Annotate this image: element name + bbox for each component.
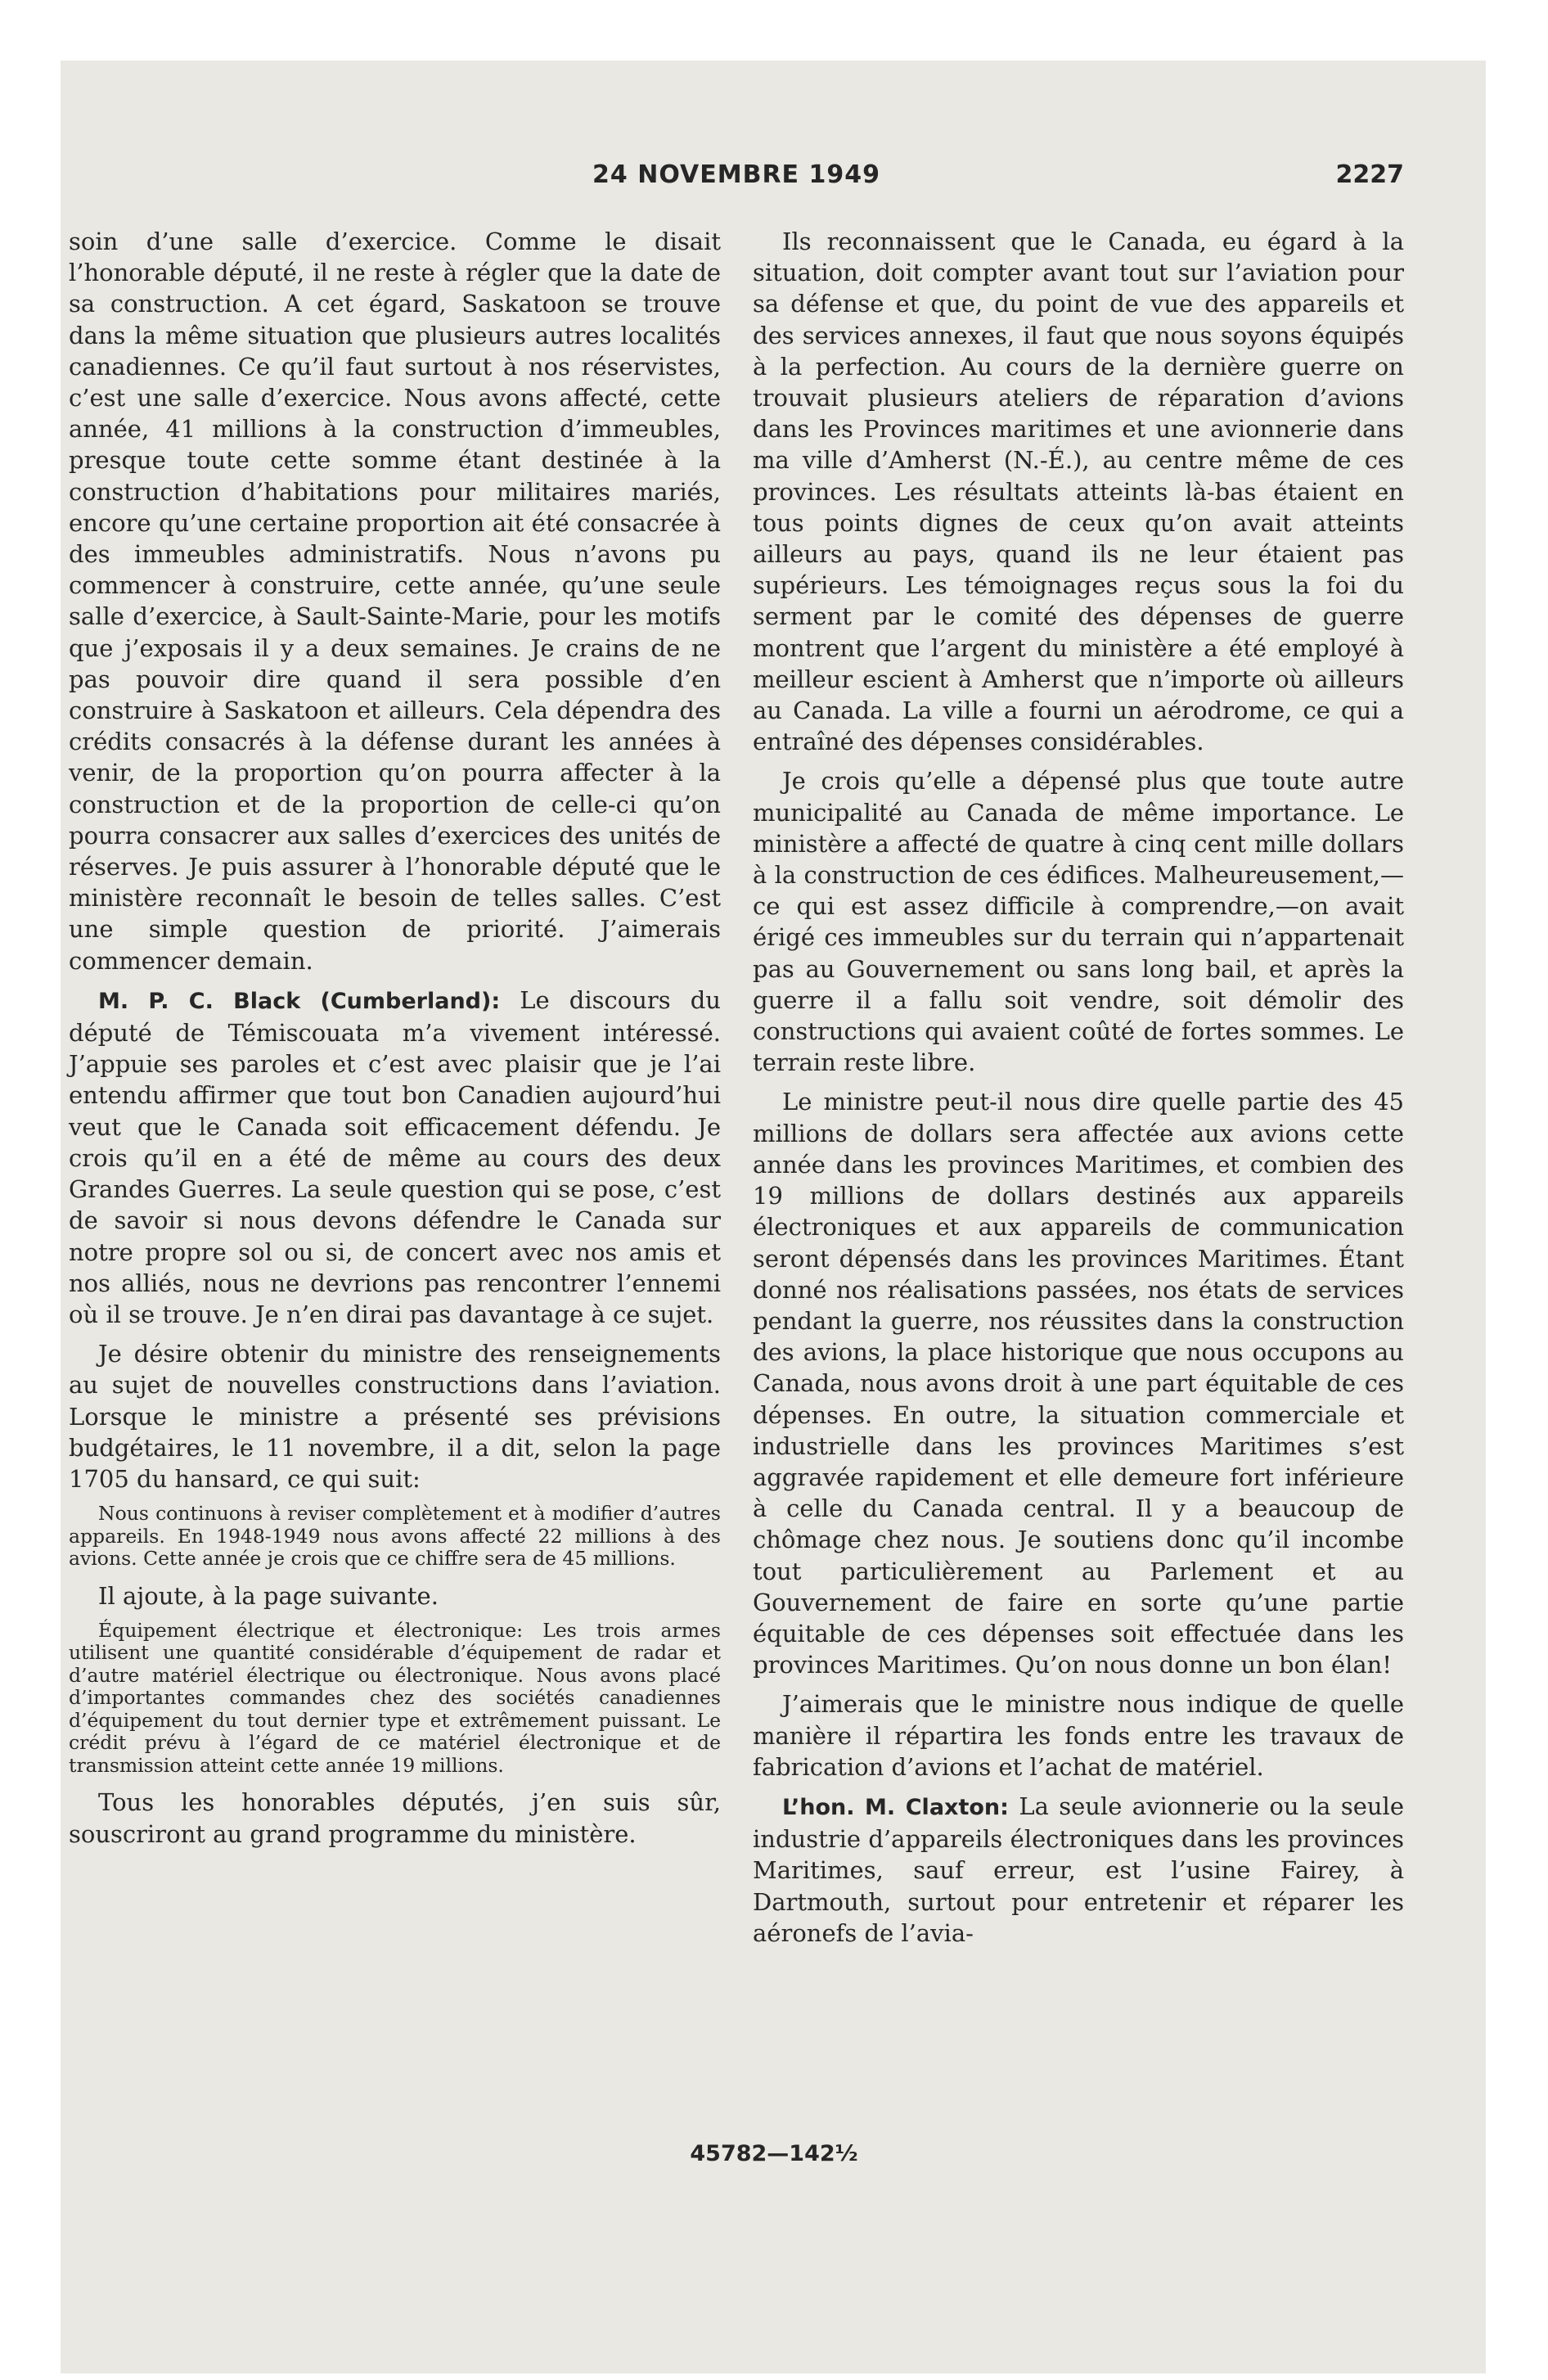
- right-column: [753, 226, 1404, 1957]
- page-header: [69, 160, 1404, 200]
- paragraph: soin d’une salle d’exercice. Comme le disait l’honorable député, il ne reste à régler que la date de sa construction. A cet égard, Saskatoon se trouve dans la même situation que plusieurs autres localités canadiennes. Ce qu’il faut surtout à nos réservistes, c’est une salle d’exercice. Nous avons affecté, cette année, 41 millions à la construction d’immeubles, presque toute cette somme étant destinée à la construction d’habitations pour militaires mariés, encore qu’une certaine proportion ait été consacrée à des immeubles administratifs. Nous n’avons pu commencer à construire, cette année, qu’une seule salle d’exercice, à Sault-Sainte-Marie, pour les motifs que j’exposais il y a deux semaines. Je crains de ne pas pouvoir dire quand il sera possible d’en construire à Saskatoon et ailleurs. Cela dépendra des crédits consacrés à la défense durant les années à venir, de la proportion qu’on pourra affecter à la construction et de la proportion de celle-ci qu’on pourra consacrer aux salles d’exercices des unités de réserves. Je puis assurer à l’honorable député que le ministère reconnaît le besoin de telles salles. C’est une simple question de priorité. J’aimerais commencer demain.: [69, 228, 721, 975]
- page-number: 2227: [1335, 160, 1404, 189]
- header-date: 24 NOVEMBRE 1949: [592, 160, 880, 189]
- paragraph: Le ministre peut-il nous dire quelle partie des 45 millions de dollars sera affectée aux avions cette année dans les provinces Maritimes, et combien des 19 millions de dollars destinés aux appareils électroniques et aux appareils de communication seront dépensés dans les provinces Maritimes. Étant donné nos réalisations passées, nos états de services pendant la guerre, nos réussites dans la construction des avions, la place historique que nous occupons au Canada, nous avons droit à une part équitable de ces dépenses. En outre, la situation commerciale et industrielle dans les provinces Maritimes s’est aggravée rapidement et elle demeure fort inférieure à celle du Canada central. Il y a beaucoup de chômage chez nous. Je soutiens donc qu’il incombe tout particulièrement au Parlement et au Gouvernement de faire en sorte qu’une partie équitable de ces dépenses soit effectuée dans les provinces Maritimes. Qu’on nous donne un bon élan!: [753, 1088, 1404, 1679]
- paragraph: [753, 1791, 1404, 1949]
- speech-text: La seule avionnerie ou la seule industrie d’appareils électroniques dans les provinces Maritimes, sauf erreur, est l’usine Fairey, à Dartmouth, surtout pour entretenir et réparer les aéronefs de l’avia-: [753, 1792, 1404, 1947]
- block-quote: Équipement électrique et électronique: Les trois armes utilisent une quantité considérable d’équipement de radar et d’autre matériel électrique ou électronique. Nous avons placé d’importantes commandes chez des sociétés canadiennes d’équipement du tout dernier type et extrêmement puissant. Le crédit prévu à l’égard de ce matériel électronique et de transmission atteint cette année 19 millions.: [69, 1618, 721, 1777]
- paragraph: Je désire obtenir du ministre des renseignements au sujet de nouvelles constructions dans l’aviation. Lorsque le ministre a présenté ses prévisions budgétaires, le 11 novembre, il a dit, selon la page 1705 du hansard, ce qui suit:: [69, 1340, 721, 1493]
- paragraph: Tous les honorables députés, j’en suis sûr, souscriront au grand programme du ministère.: [69, 1788, 721, 1848]
- paragraph: J’aimerais que le ministre nous indique de quelle manière il répartira les fonds entre les travaux de fabrication d’avions et l’achat de matériel.: [753, 1690, 1404, 1781]
- speaker-name: M. P. C. Black (Cumberland):: [98, 988, 501, 1014]
- left-column: [69, 226, 721, 1858]
- printer-signature: 45782—142½: [690, 2141, 858, 2166]
- paragraph: Je crois qu’elle a dépensé plus que toute autre municipalité au Canada de même importance. Le ministère a affecté de quatre à cinq cent mille dollars à la construction de ces édifices. Malheureusement,—ce qui est assez difficile à comprendre,—on avait érigé ces immeubles sur du terrain qui n’appartenait pas au Gouvernement ou sans long bail, et après la guerre il a fallu soit vendre, soit démolir des constructions qui avaient coûté de fortes sommes. Le terrain reste libre.: [753, 767, 1404, 1077]
- block-quote: Nous continuons à reviser complètement et à modifier d’autres appareils. En 1948-1949 nous avons affecté 22 millions à des avions. Cette année je crois que ce chiffre sera de 45 millions.: [69, 1502, 721, 1571]
- speaker-name: L’hon. M. Claxton:: [782, 1794, 1009, 1820]
- speech-text: Le discours du député de Témiscouata m’a vivement intéressé. J’appuie ses paroles et c’est avec plaisir que je l’ai entendu affirmer que tout bon Canadien aujourd’hui veut que le Canada soit efficacement défendu. Je crois qu’il en a été de même au cours des deux Grandes Guerres. La seule question qui se pose, c’est de savoir si nous devons défendre le Canada sur notre propre sol ou si, de concert avec nos amis et nos alliés, nous ne devrions pas rencontrer l’ennemi où il se trouve. Je n’en dirai pas davantage à ce sujet.: [69, 985, 721, 1328]
- paragraph: Ils reconnaissent que le Canada, eu égard à la situation, doit compter avant tout sur l’aviation pour sa défense et que, du point de vue des appareils et des services annexes, il faut que nous soyons équipés à la perfection. Au cours de la dernière guerre on trouvait plusieurs ateliers de réparation d’avions dans les Provinces maritimes et une avionnerie dans ma ville d’Amherst (N.-É.), au centre même de ces provinces. Les résultats atteints là-bas étaient en tous points dignes de ceux qu’on avait atteints ailleurs au pays, quand ils ne leur étaient pas supérieurs. Les témoignages reçus sous la foi du serment par le comité des dépenses de guerre montrent que l’argent du ministère a été employé à meilleur escient à Amherst que n’importe où ailleurs au Canada. La ville a fourni un aérodrome, ce qui a entraîné des dépenses considérables.: [753, 228, 1404, 756]
- paragraph: Il ajoute, à la page suivante.: [98, 1581, 439, 1610]
- paragraph: [69, 985, 721, 1330]
